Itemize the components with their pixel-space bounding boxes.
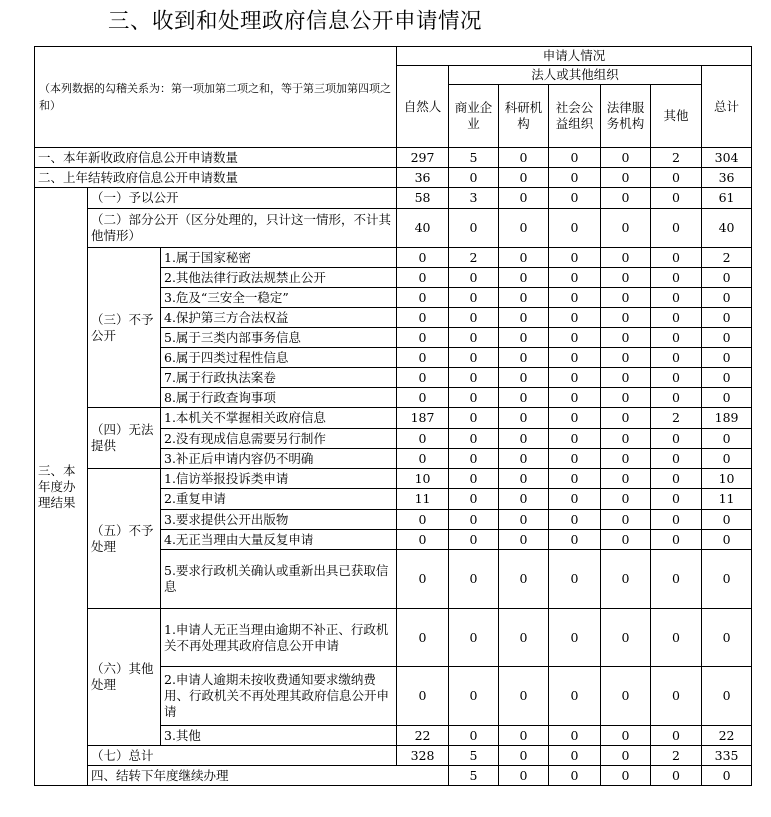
cell: 0 [499, 408, 549, 429]
header-applicant: 申请人情况 [397, 47, 752, 66]
cell: 0 [702, 429, 752, 449]
cell: 0 [499, 268, 549, 288]
header-note: （本列数据的勾稽关系为：第一项加第二项之和，等于第三项加第四项之和） [35, 47, 397, 148]
cell: 0 [651, 550, 702, 609]
cell: 0 [601, 766, 651, 786]
cell: 0 [601, 530, 651, 550]
cell: 0 [397, 388, 449, 408]
cell: 0 [449, 328, 499, 348]
cell: 0 [702, 308, 752, 328]
row-label: （一）予以公开 [88, 188, 397, 209]
cell: 0 [601, 148, 651, 168]
cell: 0 [449, 609, 499, 667]
row-label: 3.危及“三安全一稳定” [161, 288, 397, 308]
cell: 0 [651, 168, 702, 188]
row-label: 2.重复申请 [161, 489, 397, 510]
cell: 0 [499, 168, 549, 188]
cell: 2 [651, 408, 702, 429]
cell: 0 [449, 469, 499, 489]
cell: 189 [702, 408, 752, 429]
cell: 0 [449, 726, 499, 746]
cell: 0 [651, 609, 702, 667]
cell: 0 [499, 530, 549, 550]
cell: 0 [397, 510, 449, 530]
cell: 40 [397, 209, 449, 248]
cell: 0 [449, 348, 499, 368]
row-label: 四、结转下年度继续办理 [88, 766, 449, 786]
row-label: 1.信访举报投诉类申请 [161, 469, 397, 489]
cell: 2 [651, 746, 702, 766]
cell: 0 [397, 268, 449, 288]
header-total: 总计 [702, 66, 752, 148]
cell: 0 [549, 746, 601, 766]
cell: 0 [549, 288, 601, 308]
table-row [35, 469, 752, 489]
cell: 0 [397, 429, 449, 449]
result-label: 三、本年度办理结果 [35, 188, 88, 786]
cell: 0 [702, 268, 752, 288]
cell: 0 [651, 766, 702, 786]
table-row [35, 188, 752, 209]
cell: 0 [601, 550, 651, 609]
cell: 0 [549, 308, 601, 328]
cell: 10 [702, 469, 752, 489]
row-label: 3.补正后申请内容仍不明确 [161, 449, 397, 469]
cell: 0 [397, 530, 449, 550]
cell: 0 [702, 388, 752, 408]
cell: 0 [651, 348, 702, 368]
cell: 0 [601, 368, 651, 388]
cell: 0 [499, 288, 549, 308]
cell: 40 [702, 209, 752, 248]
row-label: 4.保护第三方合法权益 [161, 308, 397, 328]
row-label: （二）部分公开（区分处理的，只计这一情形，不计其他情形） [88, 209, 397, 248]
row-label: 7.属于行政执法案卷 [161, 368, 397, 388]
row-label: 2.申请人逾期未按收费通知要求缴纳费用、行政机关不再处理其政府信息公开申请 [161, 667, 397, 726]
cell: 0 [651, 469, 702, 489]
cell: 0 [499, 148, 549, 168]
row-label: （七）总计 [88, 746, 397, 766]
cell: 0 [601, 188, 651, 209]
cell: 0 [601, 449, 651, 469]
cell: 0 [499, 248, 549, 268]
cell: 0 [651, 510, 702, 530]
cell: 0 [702, 530, 752, 550]
cell: 0 [549, 388, 601, 408]
cell: 0 [499, 469, 549, 489]
cell: 335 [702, 746, 752, 766]
cell: 0 [549, 168, 601, 188]
cell: 0 [499, 510, 549, 530]
cell: 36 [397, 168, 449, 188]
cell: 0 [601, 288, 651, 308]
cell: 0 [601, 469, 651, 489]
cell: 0 [601, 348, 651, 368]
cell: 0 [601, 408, 651, 429]
cell: 0 [601, 489, 651, 510]
cell: 0 [651, 489, 702, 510]
cell: 0 [549, 328, 601, 348]
cell: 0 [651, 328, 702, 348]
cell: 0 [601, 746, 651, 766]
cell: 0 [549, 489, 601, 510]
row-label: 一、本年新收政府信息公开申请数量 [35, 148, 397, 168]
cell: 0 [499, 328, 549, 348]
cell: 0 [651, 268, 702, 288]
cell: 0 [449, 288, 499, 308]
cell: 0 [449, 408, 499, 429]
cell: 0 [499, 388, 549, 408]
cell: 0 [499, 449, 549, 469]
cell: 0 [702, 766, 752, 786]
cell: 0 [549, 408, 601, 429]
row-label: 1.申请人无正当理由逾期不补正、行政机关不再处理其政府信息公开申请 [161, 609, 397, 667]
cell: 0 [499, 667, 549, 726]
cell: 0 [549, 449, 601, 469]
cell: 0 [449, 489, 499, 510]
table-row [35, 408, 752, 429]
cell: 0 [499, 348, 549, 368]
cell: 0 [499, 746, 549, 766]
cell: 0 [549, 766, 601, 786]
cell: 0 [549, 550, 601, 609]
cell: 0 [651, 667, 702, 726]
table-row [35, 148, 752, 168]
cell: 0 [499, 209, 549, 248]
cell: 0 [397, 308, 449, 328]
cell: 304 [702, 148, 752, 168]
applications-table [34, 46, 752, 786]
row-label: 1.属于国家秘密 [161, 248, 397, 268]
cell: 0 [549, 530, 601, 550]
header-col: 其他 [651, 85, 702, 148]
cell: 187 [397, 408, 449, 429]
cell: 0 [702, 609, 752, 667]
cell: 0 [702, 288, 752, 308]
cell: 22 [702, 726, 752, 746]
cell: 0 [499, 368, 549, 388]
row-label: 3.其他 [161, 726, 397, 746]
cell: 0 [601, 429, 651, 449]
cell: 36 [702, 168, 752, 188]
cell: 2 [449, 248, 499, 268]
cell: 0 [601, 726, 651, 746]
cell: 0 [549, 667, 601, 726]
cell: 297 [397, 148, 449, 168]
row-label: 1.本机关不掌握相关政府信息 [161, 408, 397, 429]
cell: 0 [601, 209, 651, 248]
cell: 0 [702, 348, 752, 368]
row-label: 6.属于四类过程性信息 [161, 348, 397, 368]
group-label: （四）无法提供 [88, 408, 161, 469]
cell: 0 [549, 348, 601, 368]
cell: 0 [449, 268, 499, 288]
header-col: 科研机构 [499, 85, 549, 148]
cell: 0 [702, 328, 752, 348]
cell: 0 [702, 667, 752, 726]
cell: 0 [601, 248, 651, 268]
row-label: 3.要求提供公开出版物 [161, 510, 397, 530]
table-row [35, 609, 752, 667]
cell: 0 [651, 368, 702, 388]
header-natural: 自然人 [397, 66, 449, 148]
cell: 0 [601, 268, 651, 288]
cell: 3 [449, 188, 499, 209]
cell: 0 [499, 726, 549, 746]
cell: 0 [449, 510, 499, 530]
cell: 0 [397, 449, 449, 469]
cell: 0 [549, 248, 601, 268]
group-label: （五）不予处理 [88, 469, 161, 609]
cell: 0 [449, 308, 499, 328]
table-row [35, 168, 752, 188]
table-row [35, 746, 752, 766]
cell: 0 [449, 168, 499, 188]
header-col: 商业企业 [449, 85, 499, 148]
cell: 0 [651, 429, 702, 449]
cell: 0 [499, 429, 549, 449]
cell: 0 [499, 766, 549, 786]
cell: 0 [397, 667, 449, 726]
cell: 0 [449, 429, 499, 449]
cell: 0 [651, 388, 702, 408]
cell: 22 [397, 726, 449, 746]
cell: 0 [549, 368, 601, 388]
cell: 328 [397, 746, 449, 766]
cell: 0 [601, 510, 651, 530]
cell: 0 [549, 726, 601, 746]
cell: 0 [702, 449, 752, 469]
row-label: 二、上年结转政府信息公开申请数量 [35, 168, 397, 188]
group-label: （三）不予公开 [88, 248, 161, 408]
table-row [35, 209, 752, 248]
cell: 0 [601, 168, 651, 188]
cell: 0 [499, 188, 549, 209]
cell: 0 [549, 510, 601, 530]
cell: 0 [601, 388, 651, 408]
cell: 0 [651, 188, 702, 209]
cell: 0 [397, 288, 449, 308]
cell: 2 [651, 148, 702, 168]
cell: 0 [702, 510, 752, 530]
cell: 0 [549, 148, 601, 168]
cell: 0 [651, 726, 702, 746]
row-label: 2.没有现成信息需要另行制作 [161, 429, 397, 449]
cell: 11 [702, 489, 752, 510]
cell: 0 [702, 550, 752, 609]
cell: 0 [449, 368, 499, 388]
cell: 0 [601, 328, 651, 348]
cell: 0 [601, 308, 651, 328]
table-row [35, 766, 752, 786]
cell: 0 [651, 209, 702, 248]
cell: 0 [397, 368, 449, 388]
cell: 0 [601, 667, 651, 726]
cell: 0 [651, 248, 702, 268]
row-label: 4.无正当理由大量反复申请 [161, 530, 397, 550]
cell: 0 [397, 328, 449, 348]
table-row [35, 248, 752, 268]
row-label: 5.属于三类内部事务信息 [161, 328, 397, 348]
cell: 2 [702, 248, 752, 268]
row-label: 2.其他法律行政法规禁止公开 [161, 268, 397, 288]
cell: 0 [499, 489, 549, 510]
cell: 0 [549, 429, 601, 449]
cell: 0 [449, 530, 499, 550]
cell: 0 [449, 209, 499, 248]
cell: 0 [397, 348, 449, 368]
cell: 0 [499, 609, 549, 667]
group-label: （六）其他处理 [88, 609, 161, 746]
cell: 5 [449, 746, 499, 766]
cell: 10 [397, 469, 449, 489]
page-title: 三、收到和处理政府信息公开申请情况 [108, 9, 483, 34]
cell: 0 [549, 469, 601, 489]
cell: 0 [449, 449, 499, 469]
cell: 5 [449, 148, 499, 168]
cell: 0 [651, 530, 702, 550]
row-label: 5.要求行政机关确认或重新出具已获取信息 [161, 550, 397, 609]
cell: 0 [601, 609, 651, 667]
cell: 11 [397, 489, 449, 510]
cell: 0 [499, 550, 549, 609]
cell: 0 [397, 609, 449, 667]
cell: 0 [499, 308, 549, 328]
row-label: 8.属于行政查询事项 [161, 388, 397, 408]
cell: 0 [651, 449, 702, 469]
cell: 0 [702, 368, 752, 388]
cell: 0 [449, 388, 499, 408]
cell: 0 [449, 667, 499, 726]
header-col: 法律服务机构 [601, 85, 651, 148]
cell: 0 [651, 288, 702, 308]
cell: 5 [449, 766, 499, 786]
header-col: 社会公益组织 [549, 85, 601, 148]
cell: 0 [397, 550, 449, 609]
header-legal-group: 法人或其他组织 [449, 66, 702, 85]
cell: 0 [549, 188, 601, 209]
cell: 0 [549, 209, 601, 248]
cell: 0 [397, 248, 449, 268]
cell: 58 [397, 188, 449, 209]
cell: 0 [549, 268, 601, 288]
cell: 0 [651, 308, 702, 328]
cell: 61 [702, 188, 752, 209]
cell: 0 [449, 550, 499, 609]
cell: 0 [549, 609, 601, 667]
